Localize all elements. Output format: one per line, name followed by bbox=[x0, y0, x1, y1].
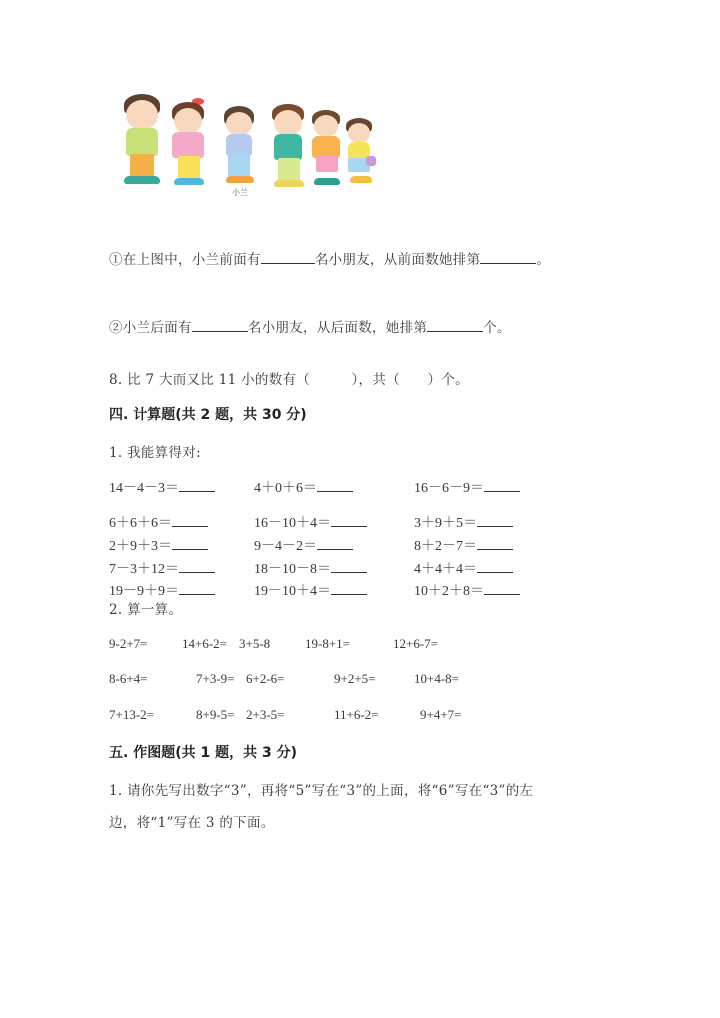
answer-blank[interactable] bbox=[477, 560, 513, 573]
section-4-q2-title: 2. 算一算。 bbox=[109, 602, 183, 618]
answer-blank[interactable] bbox=[317, 537, 353, 550]
equation: 12+6-7= bbox=[393, 636, 438, 651]
equation: 8-6+4= bbox=[109, 671, 148, 686]
equation: 9-2+7= bbox=[109, 636, 148, 651]
question-7-part-2: ②小兰后面有 名小朋友，从后面数，她排第 个。 bbox=[109, 320, 511, 336]
equation: 19－10＋4＝ bbox=[254, 580, 367, 600]
equation: 14－4－3＝ bbox=[109, 477, 215, 497]
equation: 7+3-9= bbox=[196, 671, 235, 686]
answer-blank[interactable] bbox=[477, 514, 513, 527]
answer-blank[interactable] bbox=[427, 319, 483, 332]
equation: 4＋4＋4＝ bbox=[414, 558, 513, 578]
equation: 2＋9＋3＝ bbox=[109, 535, 208, 555]
section-4-title: 四. 计算题(共 2 题，共 30 分) bbox=[109, 407, 307, 423]
answer-blank[interactable] bbox=[192, 319, 248, 332]
section-4-q1-title: 1. 我能算得对: bbox=[109, 445, 201, 461]
answer-blank[interactable] bbox=[480, 251, 536, 264]
equation: 18－10－8＝ bbox=[254, 558, 367, 578]
equation: 8＋2－7＝ bbox=[414, 535, 513, 555]
equation: 16－6－9＝ bbox=[414, 477, 520, 497]
equation: 2+3-5= bbox=[246, 707, 285, 722]
equation: 8+9-5= bbox=[196, 707, 235, 722]
xiaolan-caption: 小兰 bbox=[232, 188, 248, 197]
answer-blank[interactable] bbox=[477, 537, 513, 550]
equation: 4＋0＋6＝ bbox=[254, 477, 353, 497]
answer-blank[interactable] bbox=[484, 582, 520, 595]
equation: 3＋9＋5＝ bbox=[414, 512, 513, 532]
answer-blank[interactable] bbox=[331, 514, 367, 527]
answer-blank[interactable] bbox=[172, 537, 208, 550]
answer-blank[interactable] bbox=[179, 582, 215, 595]
answer-blank[interactable] bbox=[261, 251, 315, 264]
equation: 7+13-2= bbox=[109, 707, 154, 722]
equation: 11+6-2= bbox=[334, 707, 379, 722]
equation: 19－9＋9＝ bbox=[109, 580, 215, 600]
answer-blank[interactable] bbox=[179, 479, 215, 492]
equation: 9－4－2＝ bbox=[254, 535, 353, 555]
question-8: 8. 比 7 大而又比 11 小的数有（ ），共（ ）个。 bbox=[109, 372, 469, 388]
equation: 6＋6＋6＝ bbox=[109, 512, 208, 532]
equation: 10＋2＋8＝ bbox=[414, 580, 520, 600]
question-7-part-1: ①在上图中，小兰前面有 名小朋友，从前面数她排第 。 bbox=[109, 252, 551, 268]
equation: 3+5-8 bbox=[239, 636, 271, 651]
answer-blank[interactable] bbox=[331, 560, 367, 573]
equation: 9+2+5= bbox=[334, 671, 376, 686]
equation: 6+2-6= bbox=[246, 671, 285, 686]
answer-blank[interactable] bbox=[172, 514, 208, 527]
section-5-title: 五. 作图题(共 1 题，共 3 分) bbox=[109, 745, 297, 761]
children-illustration bbox=[110, 92, 390, 202]
answer-blank[interactable] bbox=[331, 582, 367, 595]
equation: 10+4-8= bbox=[414, 671, 459, 686]
equation: 14+6-2= bbox=[182, 636, 227, 651]
equation: 16－10＋4＝ bbox=[254, 512, 367, 532]
answer-blank[interactable] bbox=[317, 479, 353, 492]
answer-blank[interactable] bbox=[484, 479, 520, 492]
equation: 7－3＋12＝ bbox=[109, 558, 215, 578]
equation: 19-8+1= bbox=[305, 636, 350, 651]
section-5-q1-line-2: 边，将“1”写在 3 的下面。 bbox=[109, 815, 275, 831]
answer-blank[interactable] bbox=[179, 560, 215, 573]
equation: 9+4+7= bbox=[420, 707, 462, 722]
section-5-q1-line-1: 1. 请你先写出数字“3”，再将“5”写在“3”的上面，将“6”写在“3”的左 bbox=[109, 783, 534, 799]
